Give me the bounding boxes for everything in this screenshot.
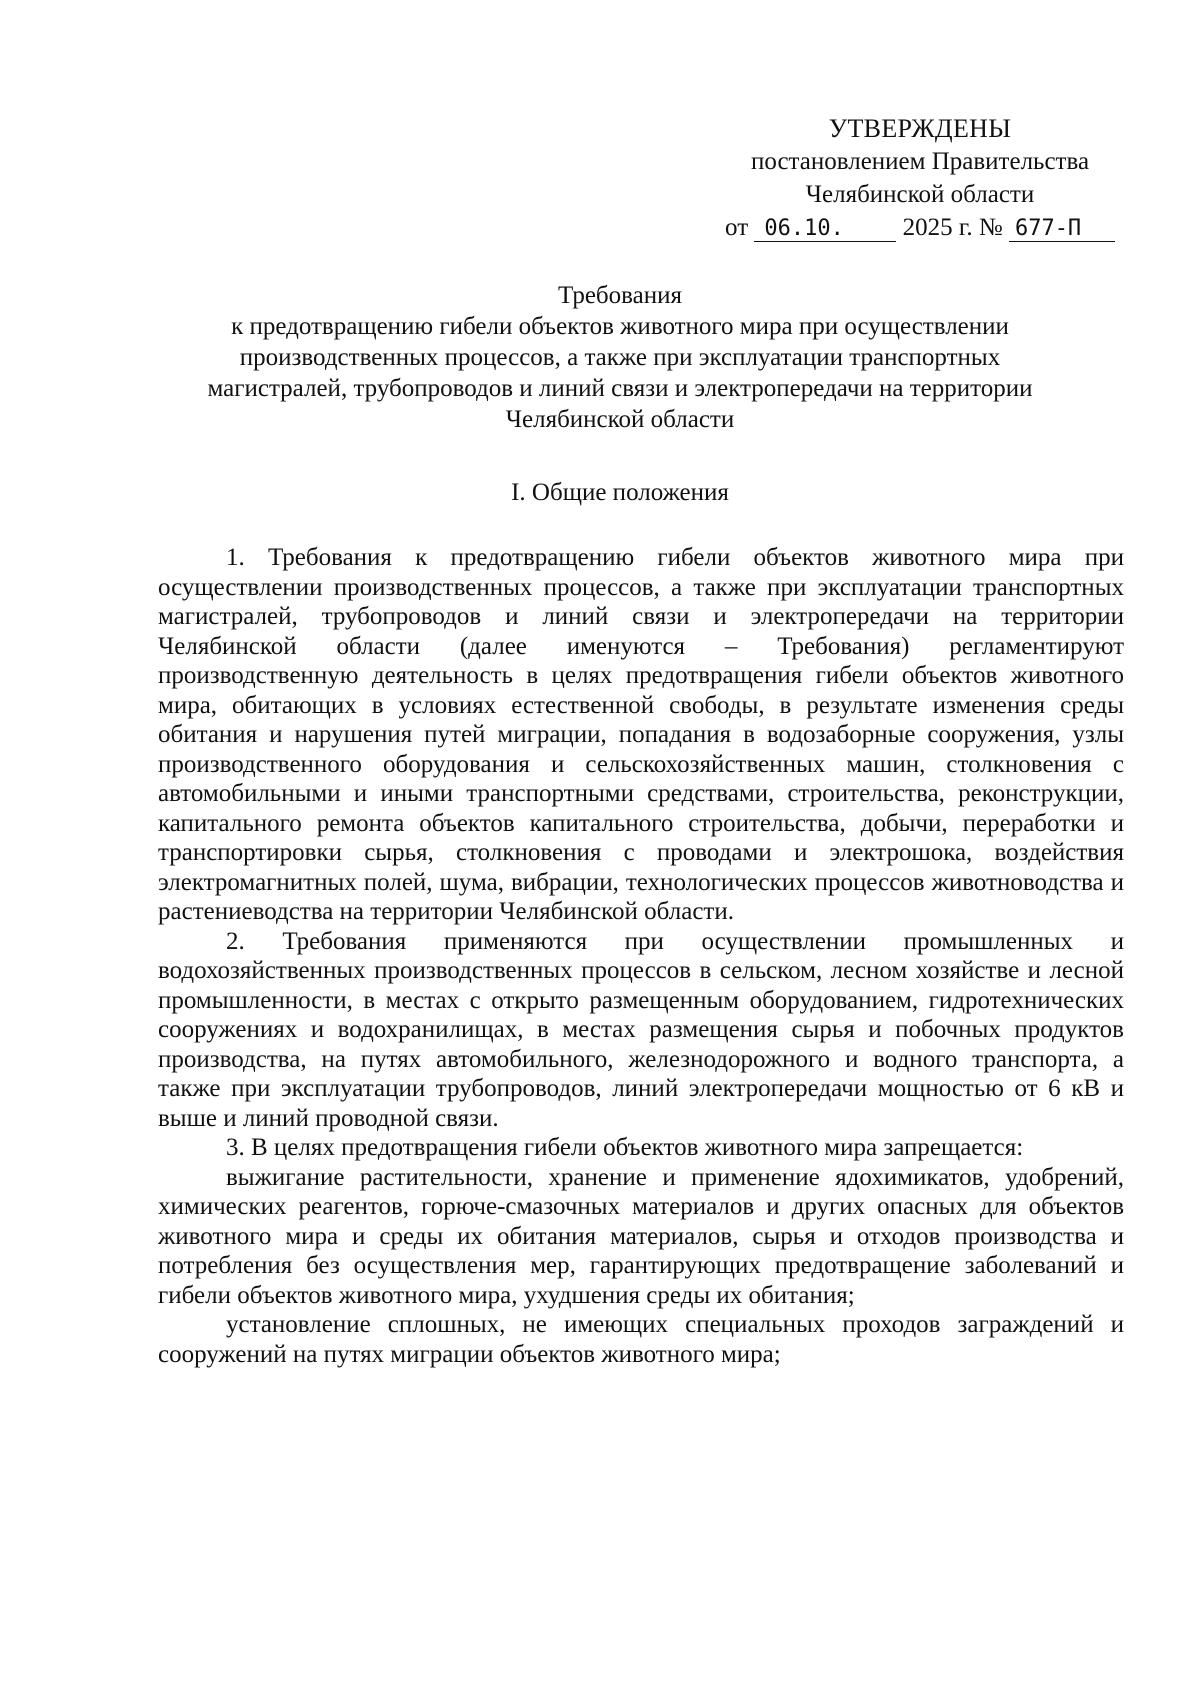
year-text: 2025 г. №	[902, 214, 1003, 241]
approval-date-line	[700, 211, 1140, 244]
paragraph-3: 3. В целях предотвращения гибели объектов животного мира запрещается:	[226, 1134, 1024, 1161]
approval-heading: УТВЕРЖДЕНЫ	[828, 114, 1012, 143]
section-heading: I. Общие положения	[511, 479, 729, 506]
document-title	[160, 280, 1080, 435]
approval-line-1: постановлением Правительства	[750, 148, 1090, 175]
paragraph-1: 1. Требования к предотвращению гибели объектов животного мира при осуществлении производственных процессов, а также при эксплуатации транспортных магистралей, трубопроводов и линий связи и электропередачи на территории Челябинской области (далее именуются – Требования) регламентируют производственную деятельность в целях предотвращения гибели объектов животного мира, обитающих в условиях естественной свободы, в результате изменения среды обитания и нарушения путей миграции, попадания в водозаборные сооружения, узлы производственного оборудования и сельскохозяйственных машин, столкновения с автомобильными и иными транспортными средствами, строительства, реконструкции, капитального ремонта объектов капитального строительства, добычи, переработки и транспортировки сырья, столкновения с проводами и электрошока, воздействия электромагнитных полей, шума, вибрации, технологических процессов животноводства и растениеводства на территории Челябинской области.	[158, 544, 1124, 925]
title-line-2: к предотвращению гибели объектов животного мира при осуществлении	[231, 313, 1009, 340]
title-line-1: Требования	[558, 282, 682, 309]
paragraph-2: 2. Требования применяются при осуществлении промышленных и водохозяйственных производственных процессов в сельском, лесном хозяйстве и лесной промышленности, в местах с открыто размещенным оборудованием, гидротехнических сооружениях и водохранилищах, в местах размещения сырья и побочных продуктов производства, на путях автомобильного, железнодорожного и водного транспорта, а также при эксплуатации трубопроводов, линий электропередачи мощностью от 6 кВ и выше и линий проводной связи.	[158, 927, 1124, 1132]
title-line-3: производственных процессов, а также при эксплуатации транспортных	[239, 344, 1001, 371]
document-number: 677-П	[1009, 217, 1115, 242]
date-value: 06.10.	[754, 217, 896, 242]
approval-block	[700, 112, 1140, 244]
date-prefix: от	[725, 214, 749, 241]
approval-line-2: Челябинской области	[805, 181, 1035, 208]
title-line-5: Челябинской области	[505, 406, 735, 433]
paragraph-3-item-2: установление сплошных, не имеющих специальных проходов заграждений и сооружений на путях миграции объектов животного мира;	[158, 1311, 1124, 1368]
document-body	[158, 543, 1124, 1369]
paragraph-3-item-1: выжигание растительности, хранение и применение ядохимикатов, удобрений, химических реагентов, горюче-смазочных материалов и других опасных для объектов животного мира и среды их обитания материалов, сырья и отходов производства и потребления без осуществления мер, гарантирующих предотвращение заболеваний и гибели объектов животного мира, ухудшения среды их обитания;	[158, 1163, 1124, 1309]
title-line-4: магистралей, трубопроводов и линий связи и электропередачи на территории	[207, 375, 1033, 402]
